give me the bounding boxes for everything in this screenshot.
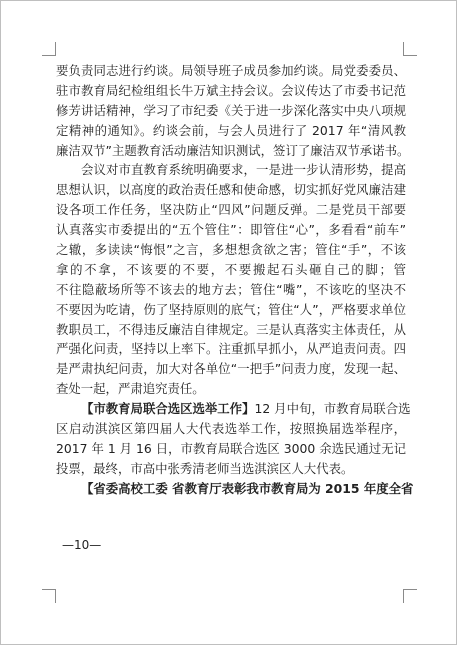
text-line: 是严肃执纪问责，加大对各单位“一把手”问责力度，发现一起、	[56, 361, 406, 377]
text-line: 2017 年 1 月 16 日，市教育局联合选区 3000 余选民通过无记	[56, 440, 406, 456]
section-heading: 【省委高校工委 省教育厅表彰我市教育局为 2015 年度全省	[81, 480, 414, 496]
text-line: 会议对市直教育系统明确要求，一是进一步认清形势，提高	[81, 162, 406, 178]
document-body	[56, 61, 414, 499]
text-line: 驻市教育局纪检组组长牛万斌主持会议。会议传达了市委书记范	[56, 82, 406, 98]
text-line: 区启动淇滨区第四届人大代表选举工作，按照换届选举程序，	[56, 421, 406, 437]
text-line: 设各项工作任务，坚决防止“四风”问题反弹。二是党员干部要	[56, 202, 406, 218]
crop-mark-bottom-left	[42, 589, 56, 603]
text-line: 12 月中旬，市教育局联合选	[254, 401, 411, 417]
crop-mark-top-right	[403, 42, 417, 56]
crop-mark-top-left	[42, 42, 56, 56]
crop-mark-bottom-right	[403, 589, 417, 603]
text-line: 不要因为吃请，伤了坚持原则的底气；管住“人”，严格要求单位	[56, 301, 406, 317]
text-line: 思想认识，以高度的政治责任感和使命感，切实抓好党风廉洁建	[56, 182, 406, 198]
text-line: 认真落实市委提出的“五个管住”：即管住“心”，多看看“前车”	[56, 222, 406, 238]
text-line: 教职员工，不得违反廉洁自律规定。三是认真落实主体责任，从	[56, 321, 406, 337]
page-number: —10—	[62, 538, 102, 552]
text-line: 不往隐蔽场所等不该去的地方去；管住“嘴”，不该吃的坚决不	[56, 281, 406, 297]
text-line: 定精神的通知》。约谈会前，与会人员进行了 2017 年“清风教	[56, 122, 406, 138]
text-line: 严强化问责，坚持以上率下。注重抓早抓小，从严追责问责。四	[56, 341, 406, 357]
text-line: 拿的不拿，不该要的不要，不要搬起石头砸自己的脚；管	[56, 261, 406, 277]
text-line: 廉洁双节”主题教育活动廉洁知识测试，签订了廉洁双节承诺书。	[56, 142, 410, 158]
text-line: 要负责同志进行约谈。局领导班子成员参加约谈。局党委委员、	[56, 63, 406, 78]
text-line: 修芳讲话精神，学习了市纪委《关于进一步深化落实中央八项规	[56, 102, 406, 118]
text-line: 查处一起，严肃追究责任。	[56, 381, 205, 397]
section-heading: 【市教育局联合选区选举工作】	[81, 401, 255, 417]
text-line: 之辙，多读读“悔恨”之言，多想想贪欲之害；管住“手”，不该	[56, 242, 406, 258]
text-line: 投票，最终，市高中张秀清老师当选淇滨区人大代表。	[56, 460, 354, 476]
section-heading-line	[56, 399, 411, 419]
